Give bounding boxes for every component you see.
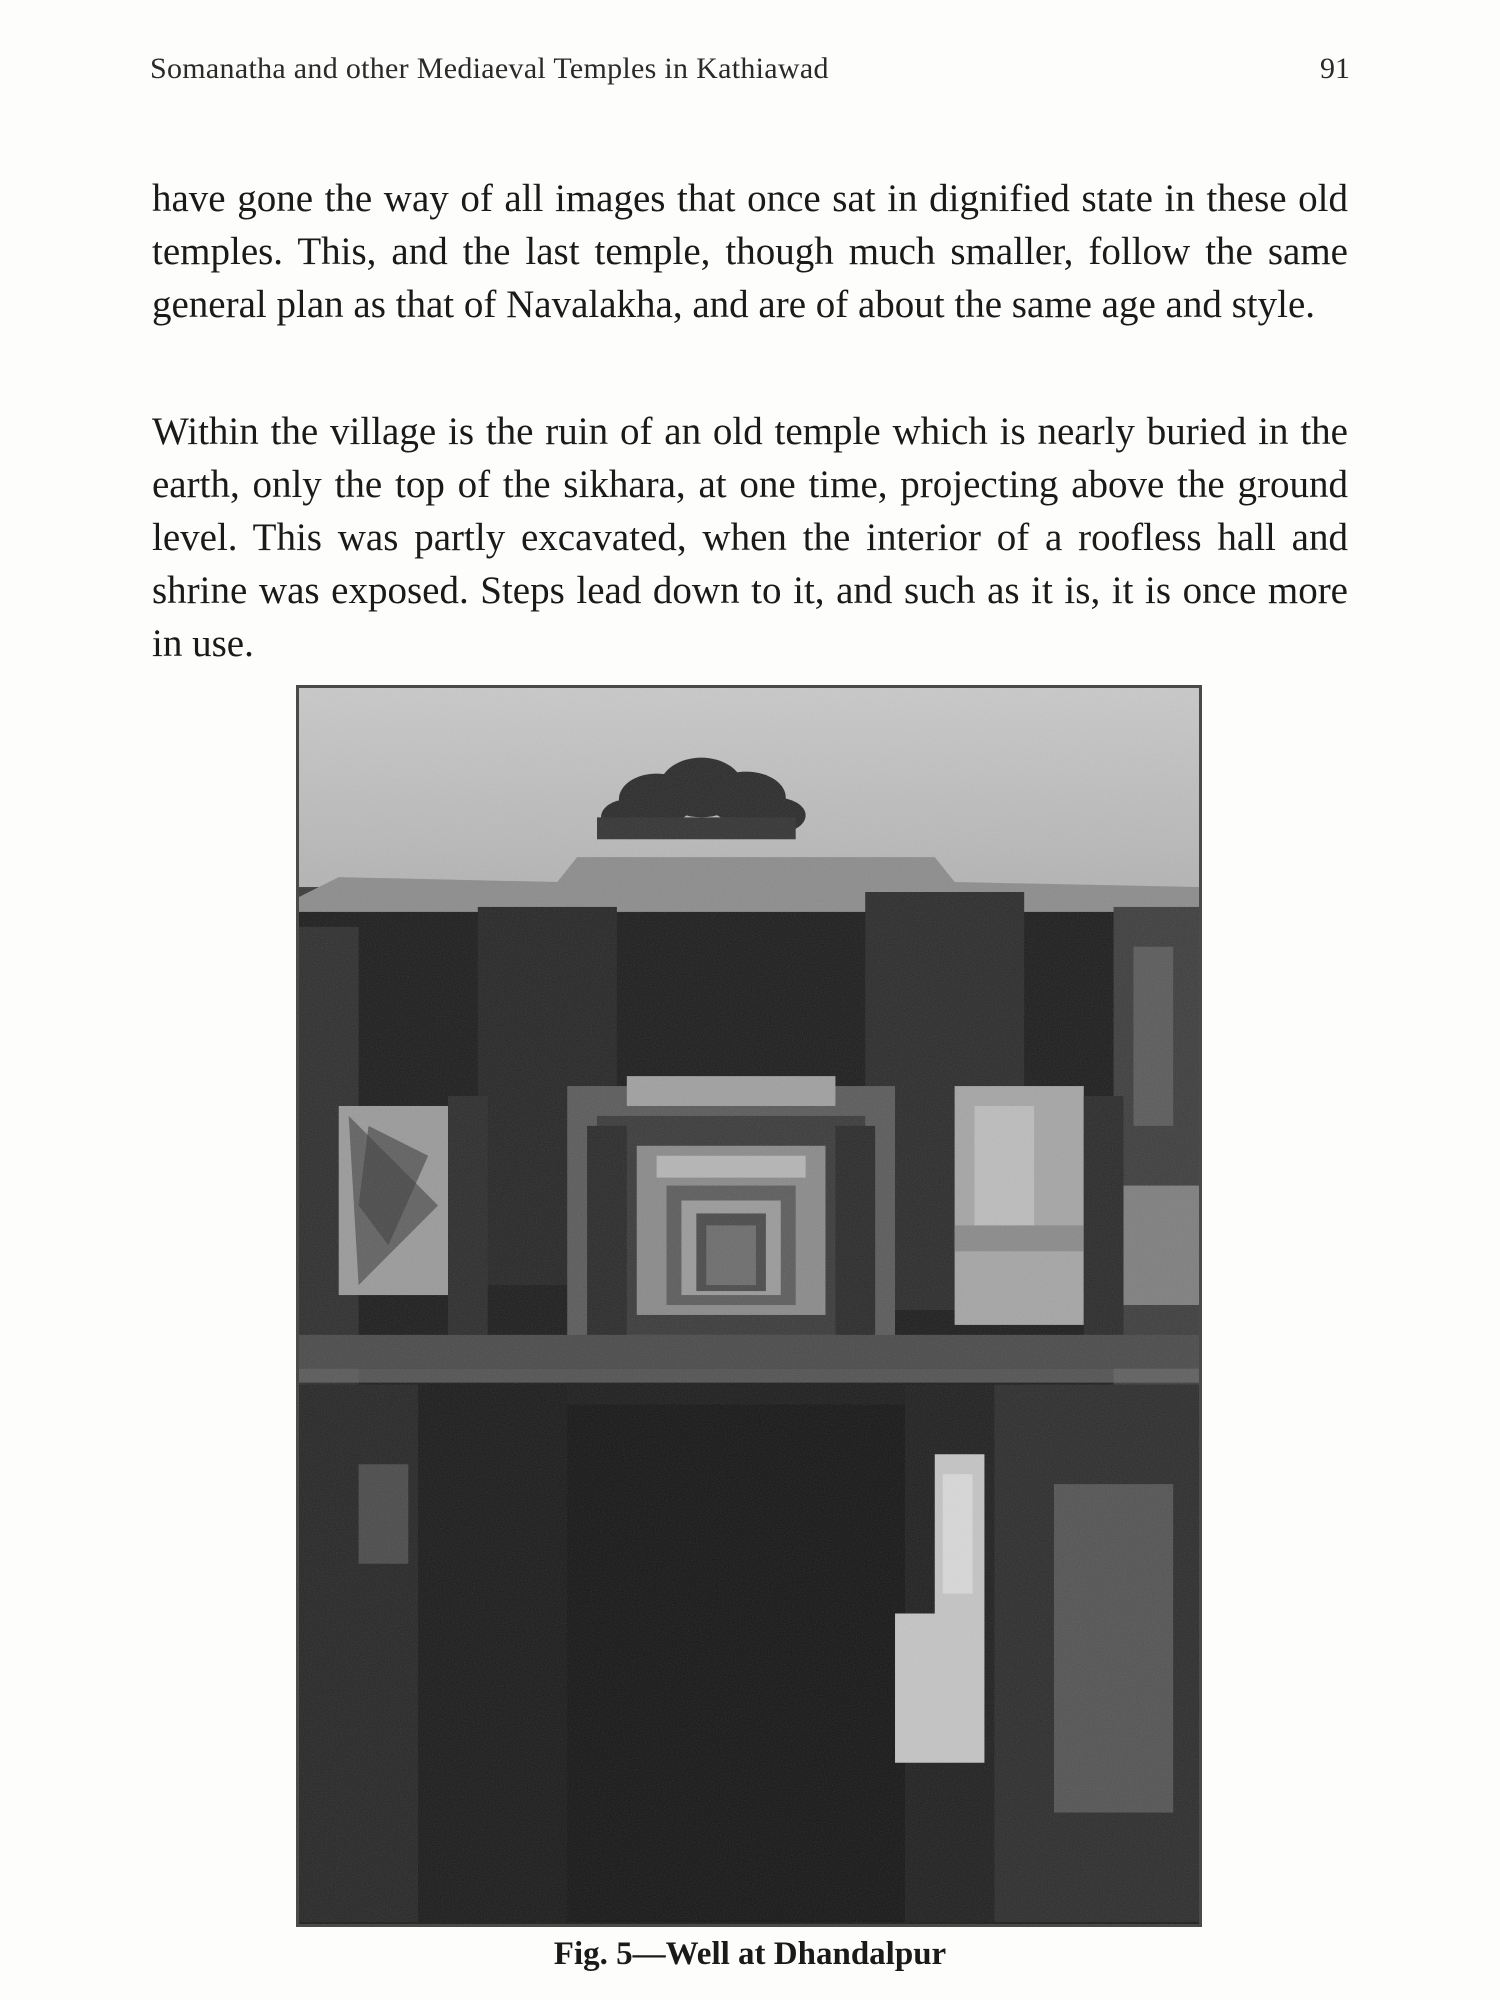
stepwell-photo-illustration	[299, 688, 1199, 1924]
paragraph-2: Within the village is the ruin of an old temple which is nearly buried in the earth, only the top of the sikhara, at one time, projecting above the ground level. This was partly excavated, when the interior of a roofless hall and shrine was exposed. Steps lead down to it, and such as it is, it is once more in use.	[152, 410, 1348, 665]
figure-photo	[296, 685, 1202, 1927]
running-head	[150, 52, 1350, 92]
running-title: Somanatha and other Mediaeval Temples in Kathiawad	[150, 52, 829, 85]
figure-caption: Fig. 5—Well at Dhandalpur	[553, 1936, 947, 1972]
photo-grain	[299, 688, 1199, 1924]
paragraph-1: have gone the way of all images that once sat in dignified state in these old temples. This, and the last temple, though much smaller, follow the same general plan as that of Navalakha, and are of about the same age and style.	[152, 177, 1348, 326]
page-number: 91	[1320, 52, 1350, 85]
